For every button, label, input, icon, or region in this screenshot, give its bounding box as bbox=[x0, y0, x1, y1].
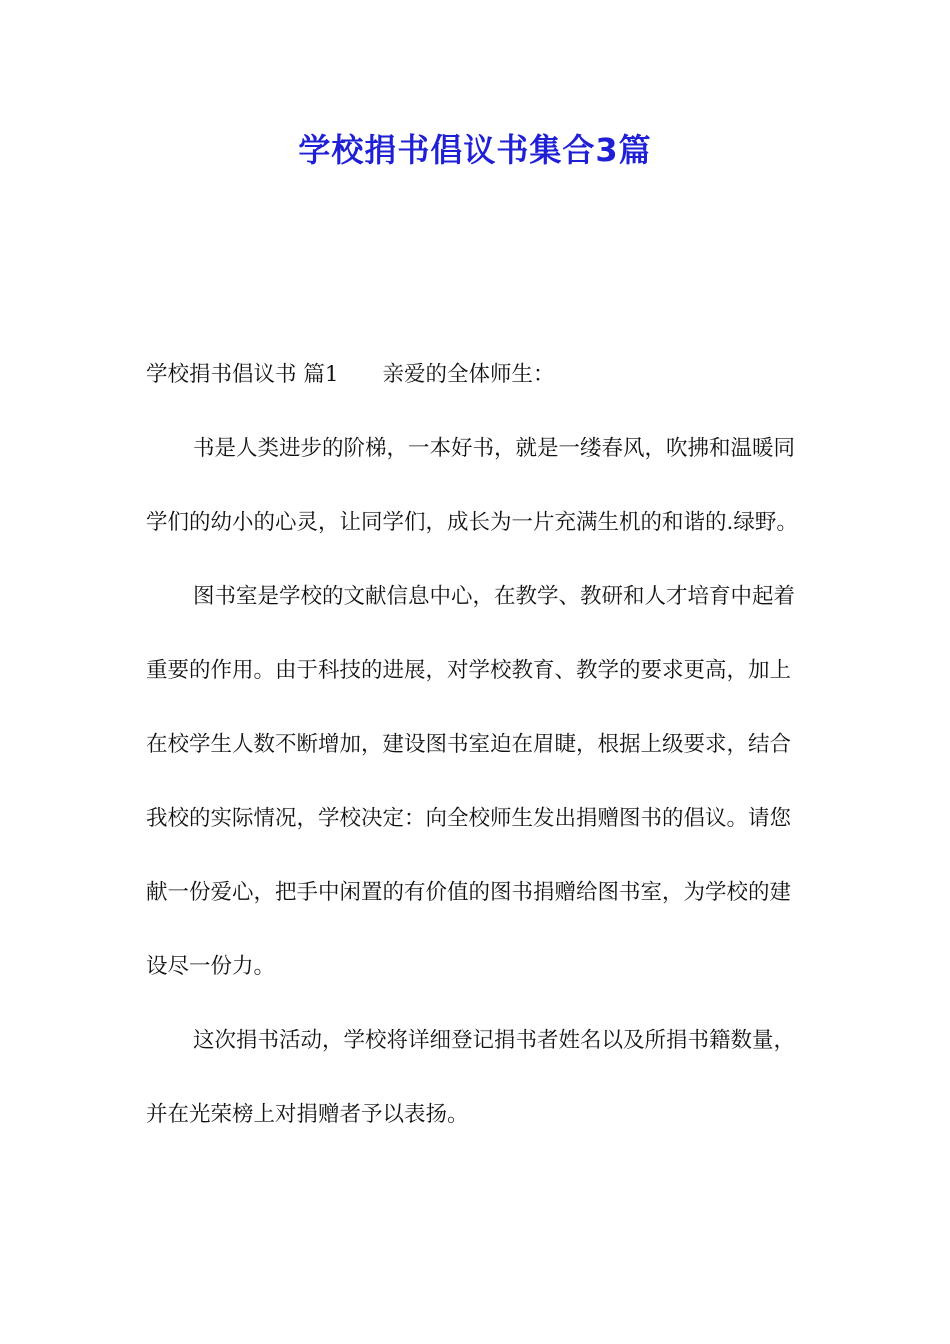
section-heading-line bbox=[146, 338, 806, 412]
paragraph-2: 图书室是学校的文献信息中心，在教学、教研和人才培育中起着重要的作用。由于科技的进展，对学校教育、教学的要求更高，加上在校学生人数不断增加，建设图书室迫在眉睫，根据上级要求，结合我校的实际情况，学校决定：向全校师生发出捐赠图书的倡议。请您献一份爱心，把手中闲置的有价值的图书捐赠给图书室，为学校的建设尽一份力。 bbox=[146, 584, 796, 979]
greeting: 亲爱的全体师生： bbox=[382, 362, 555, 387]
paragraph-1: 书是人类进步的阶梯，一本好书，就是一缕春风，吹拂和温暖同学们的幼小的心灵，让同学们，成长为一片充满生机的和谐的.绿野。 bbox=[146, 436, 798, 535]
section-label: 学校捐书倡议书 篇1 bbox=[146, 362, 339, 387]
document-title: 学校捐书倡议书集合3篇 bbox=[298, 131, 652, 169]
document-body bbox=[146, 338, 806, 1152]
paragraph-3: 这次捐书活动，学校将详细登记捐书者姓名以及所捐书籍数量，并在光荣榜上对捐赠者予以表扬。 bbox=[146, 1028, 796, 1127]
